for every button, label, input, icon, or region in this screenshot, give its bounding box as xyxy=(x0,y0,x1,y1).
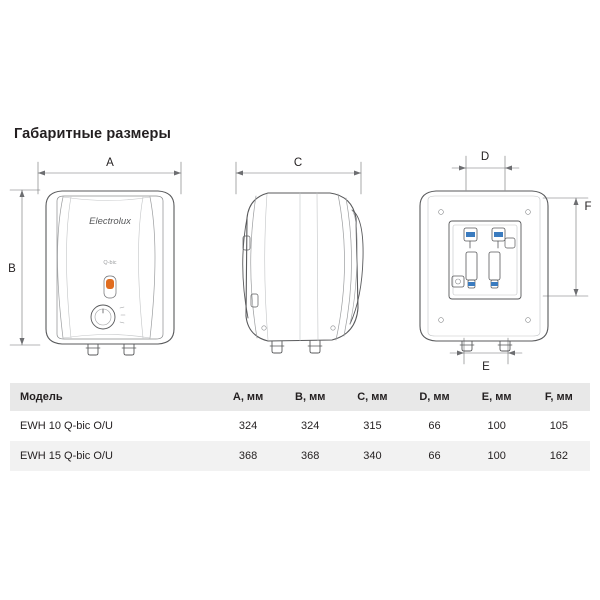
cell-f: 162 xyxy=(528,441,590,471)
table-header-row xyxy=(10,383,590,411)
table-row xyxy=(10,411,590,441)
specs-table-wrapper xyxy=(10,383,590,471)
bottom-view-group xyxy=(420,156,588,364)
cell-model: EWH 15 Q-bic O/U xyxy=(10,441,217,471)
dimension-label-b: B xyxy=(8,263,16,275)
cell-f: 105 xyxy=(528,411,590,441)
brand-wordmark: Electrolux xyxy=(89,216,131,227)
front-view-group xyxy=(10,162,181,355)
specs-table-body xyxy=(10,411,590,471)
cell-b: 324 xyxy=(279,411,341,441)
header-a: A, мм xyxy=(217,383,279,411)
cell-c: 315 xyxy=(341,411,403,441)
dimension-label-a: A xyxy=(106,157,114,169)
cell-d: 66 xyxy=(403,411,465,441)
table-row xyxy=(10,441,590,471)
dimension-label-d: D xyxy=(480,151,490,163)
specs-table xyxy=(10,383,590,471)
dimension-label-c: C xyxy=(293,157,303,169)
dimension-drawings xyxy=(0,148,600,373)
cell-a: 368 xyxy=(217,441,279,471)
dimension-label-e: E xyxy=(482,361,490,373)
header-b: B, мм xyxy=(279,383,341,411)
model-wordmark: Q-bic xyxy=(103,260,117,266)
header-c: C, мм xyxy=(341,383,403,411)
header-model: Модель xyxy=(10,383,217,411)
dimension-label-f: F xyxy=(584,201,592,213)
specs-table-head xyxy=(10,383,590,411)
cell-c: 340 xyxy=(341,441,403,471)
header-f: F, мм xyxy=(528,383,590,411)
cell-e: 100 xyxy=(466,411,528,441)
cell-e: 100 xyxy=(466,441,528,471)
header-d: D, мм xyxy=(403,383,465,411)
header-e: E, мм xyxy=(466,383,528,411)
cell-model: EWH 10 Q-bic O/U xyxy=(10,411,217,441)
drawings-svg xyxy=(0,148,600,373)
cell-a: 324 xyxy=(217,411,279,441)
cell-d: 66 xyxy=(403,441,465,471)
page-title: Габаритные размеры xyxy=(14,126,171,142)
side-view-group xyxy=(236,162,363,353)
cell-b: 368 xyxy=(279,441,341,471)
